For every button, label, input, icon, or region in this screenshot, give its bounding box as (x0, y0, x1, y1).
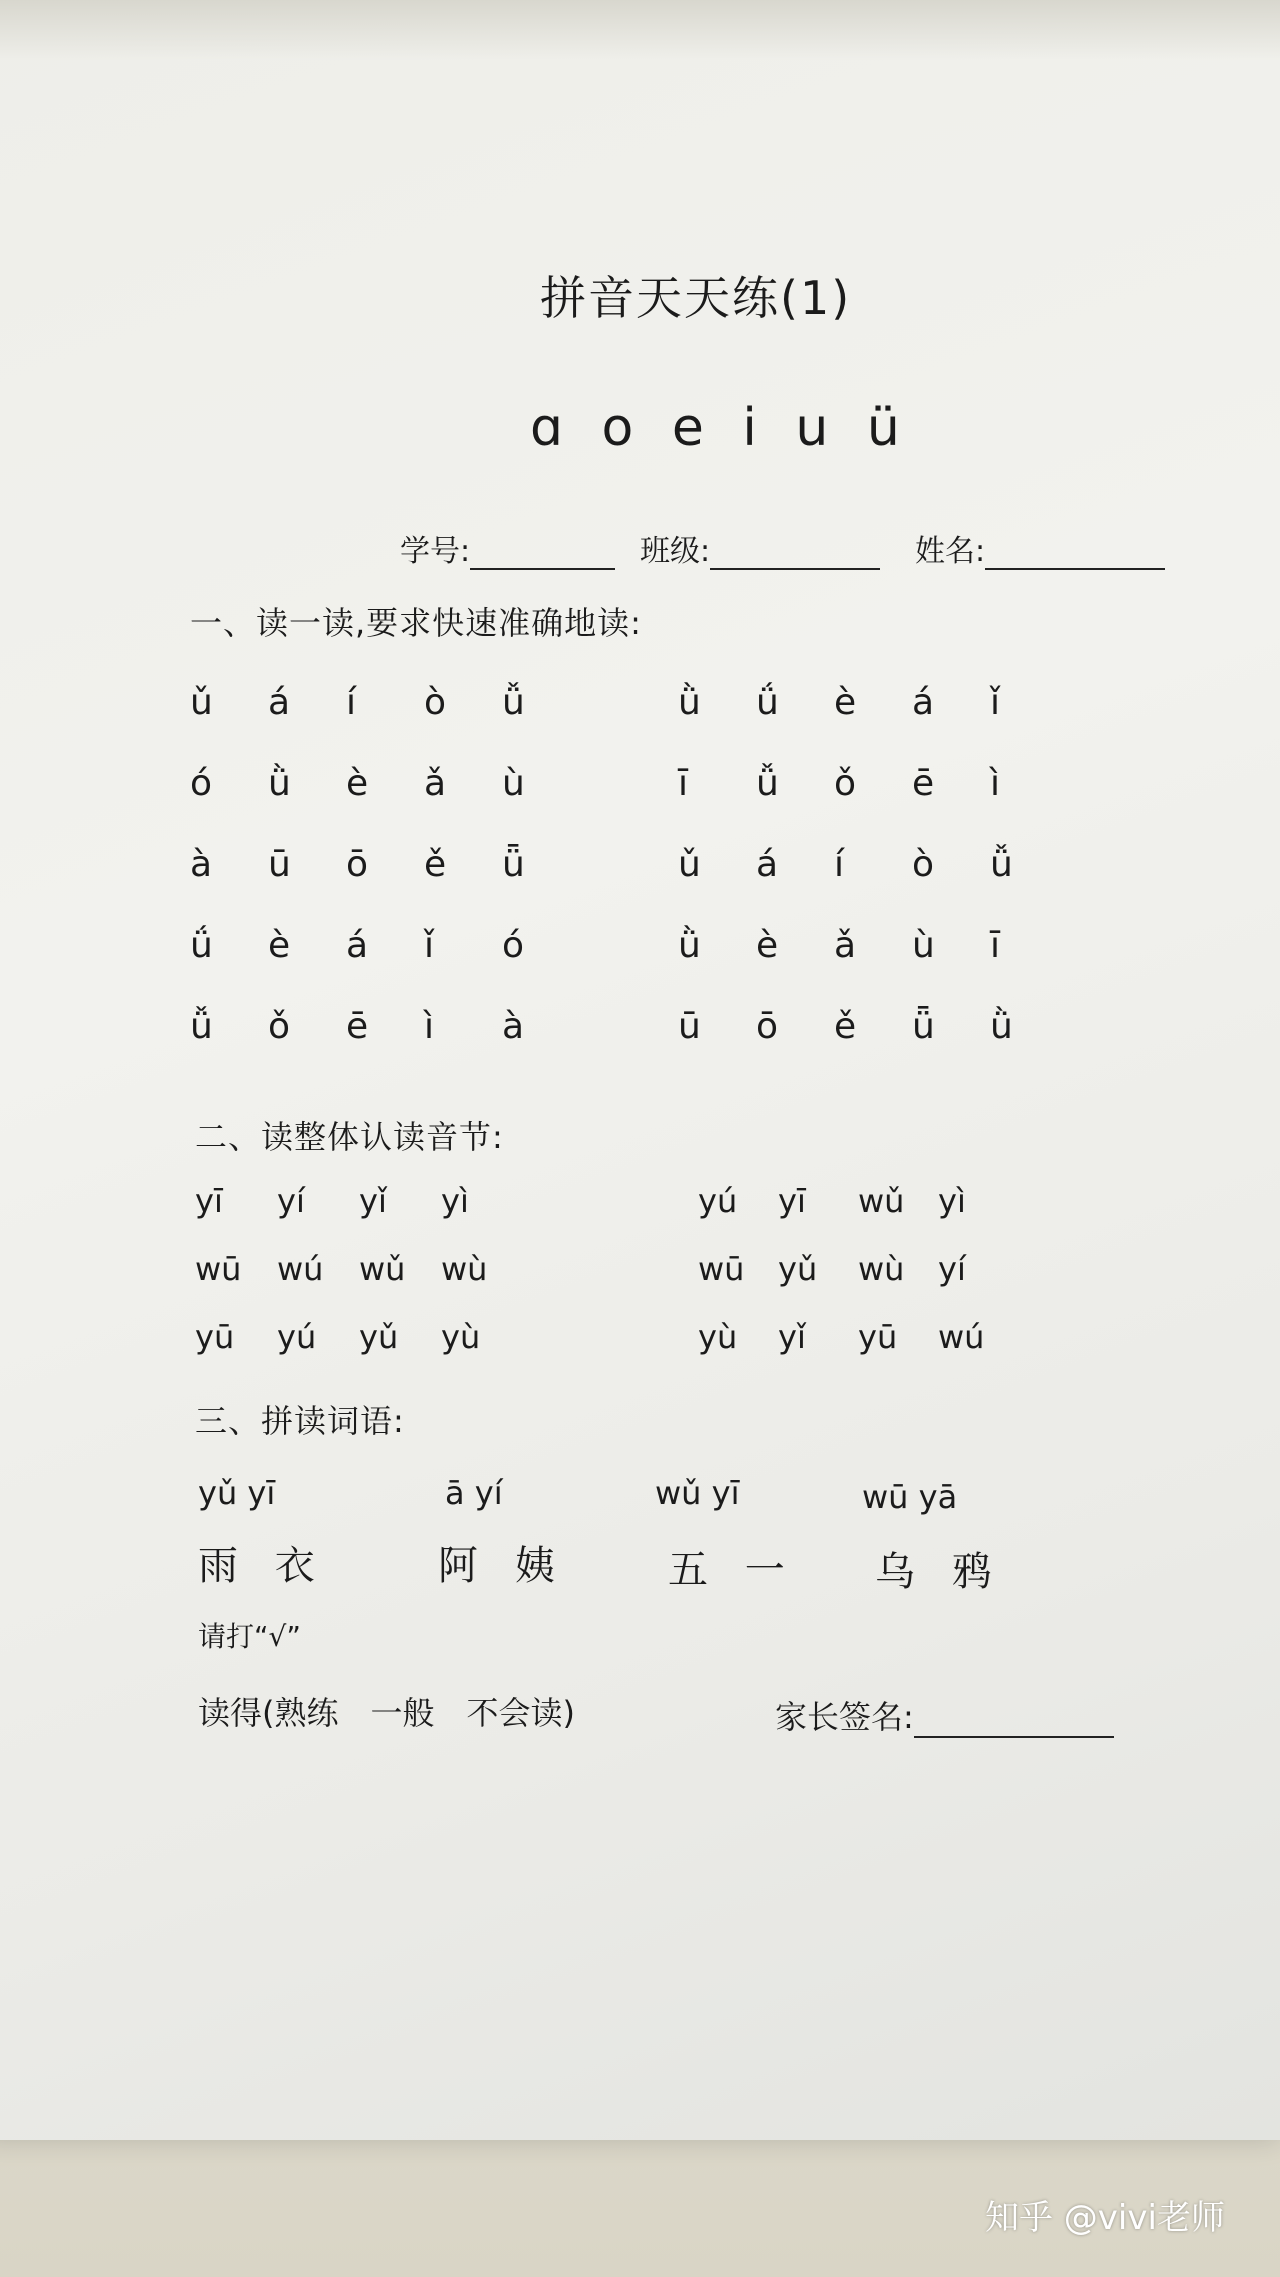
syllable-item: wū (195, 1250, 242, 1288)
vowel-item: ǎ (834, 925, 857, 966)
worksheet-title: 拼音天天练(1) (540, 271, 852, 325)
syllable-item: wū (698, 1250, 745, 1288)
name-field (915, 526, 1165, 570)
word-3-pinyin: wǔ yī (655, 1474, 740, 1512)
section1-left-grid (190, 682, 580, 1047)
student-no-label: 学号: (400, 534, 471, 569)
vowel-item: ū (268, 844, 291, 885)
vowel-item: ǔ (678, 844, 701, 885)
word-2-pinyin: ā yí (445, 1474, 503, 1512)
class-label: 班级: (640, 534, 711, 569)
vowel-item: á (756, 844, 779, 885)
vowel-item: ǘ (190, 925, 213, 966)
syllable-item: wù (441, 1250, 488, 1288)
vowel-item: è (346, 763, 369, 804)
syllable-item: yù (441, 1318, 481, 1356)
word-4-pinyin: wū yā (862, 1478, 958, 1516)
name-blank (985, 540, 1165, 570)
section1-right-grid (678, 682, 1068, 1047)
word-1-hanzi: 雨 衣 (198, 1543, 327, 1589)
vowel-item: ū (678, 1006, 701, 1047)
syllable-item: yì (441, 1182, 469, 1220)
vowel-item: ǚ (190, 1006, 213, 1047)
parent-signature-field (775, 1692, 1114, 1738)
syllable-item: yí (938, 1250, 966, 1288)
check-instruction: 请打“√” (198, 1620, 301, 1653)
syllable-item: yū (195, 1318, 235, 1356)
vowel-item: ǘ (756, 682, 779, 723)
class-blank (710, 540, 880, 570)
paper-curl-shadow (0, 0, 1280, 60)
vowel-item: à (502, 1006, 525, 1047)
reading-level: 读得(熟练 一般 不会读) (198, 1694, 575, 1732)
vowel-item: ì (990, 763, 1001, 804)
vowel-item: ǜ (678, 925, 701, 966)
word-2-hanzi: 阿 姨 (438, 1543, 567, 1589)
vowel-item: ē (346, 1006, 369, 1047)
vowel-item: ǔ (190, 682, 213, 723)
syllable-item: yǔ (359, 1318, 399, 1356)
vowel-item: ù (912, 925, 935, 966)
vowel-item: ó (190, 763, 213, 804)
vowel-item: ō (756, 1006, 779, 1047)
syllable-item: yī (778, 1182, 806, 1220)
vowel-item: è (756, 925, 779, 966)
vowel-item: à (190, 844, 213, 885)
worksheet-subtitle: ɑ o e i u ü (530, 398, 906, 458)
parent-signature-blank (914, 1706, 1114, 1738)
student-no-blank (470, 540, 615, 570)
syllable-item: yǔ (778, 1250, 818, 1288)
vowel-item: ǖ (502, 844, 525, 885)
vowel-item: ě (424, 844, 447, 885)
vowel-item: í (834, 844, 845, 885)
vowel-item: ǐ (424, 925, 435, 966)
vowel-item: è (268, 925, 291, 966)
syllable-item: yú (277, 1318, 317, 1356)
vowel-item: ì (424, 1006, 435, 1047)
syllable-item: wù (858, 1250, 905, 1288)
vowel-item: á (912, 682, 935, 723)
vowel-item: ǒ (834, 763, 857, 804)
vowel-item: ó (502, 925, 525, 966)
syllable-item: yī (195, 1182, 223, 1220)
vowel-item: ě (834, 1006, 857, 1047)
syllable-item: wú (277, 1250, 324, 1288)
word-4-hanzi: 乌 鸦 (875, 1549, 1004, 1595)
syllable-item: wú (938, 1318, 985, 1356)
class-field (640, 526, 880, 570)
watermark: 知乎 @vivi老师 (985, 2198, 1225, 2238)
word-3-hanzi: 五 一 (668, 1547, 797, 1593)
vowel-item: ò (424, 682, 447, 723)
vowel-item: ǐ (990, 682, 1001, 723)
section1-heading: 一、读一读,要求快速准确地读: (190, 604, 642, 642)
vowel-item: í (346, 682, 357, 723)
parent-signature-label: 家长签名: (775, 1698, 914, 1736)
syllable-item: wǔ (858, 1182, 905, 1220)
syllable-item: yǐ (359, 1182, 387, 1220)
vowel-item: ī (990, 925, 1001, 966)
syllable-item: yí (277, 1182, 305, 1220)
syllable-item: yù (698, 1318, 738, 1356)
vowel-item: ǚ (990, 844, 1013, 885)
name-label: 姓名: (915, 534, 986, 569)
syllable-item: wǔ (359, 1250, 406, 1288)
vowel-item: ǖ (912, 1006, 935, 1047)
section2-heading: 二、读整体认读音节: (195, 1118, 504, 1156)
vowel-item: ǚ (756, 763, 779, 804)
vowel-item: ǜ (268, 763, 291, 804)
vowel-item: ǚ (502, 682, 525, 723)
vowel-item: ē (912, 763, 935, 804)
word-1-pinyin: yǔ yī (198, 1474, 276, 1512)
vowel-item: ǎ (424, 763, 447, 804)
vowel-item: ī (678, 763, 689, 804)
vowel-item: ǒ (268, 1006, 291, 1047)
vowel-item: á (268, 682, 291, 723)
student-no-field (400, 526, 615, 570)
vowel-item: á (346, 925, 369, 966)
vowel-item: ò (912, 844, 935, 885)
syllable-item: yì (938, 1182, 966, 1220)
vowel-item: ǜ (990, 1006, 1013, 1047)
section2-right-grid (698, 1182, 1018, 1356)
vowel-item: ǜ (678, 682, 701, 723)
syllable-item: yú (698, 1182, 738, 1220)
vowel-item: ō (346, 844, 369, 885)
section2-left-grid (195, 1182, 523, 1356)
vowel-item: ù (502, 763, 525, 804)
syllable-item: yū (858, 1318, 898, 1356)
syllable-item: yǐ (778, 1318, 806, 1356)
section3-heading: 三、拼读词语: (195, 1402, 405, 1440)
vowel-item: è (834, 682, 857, 723)
